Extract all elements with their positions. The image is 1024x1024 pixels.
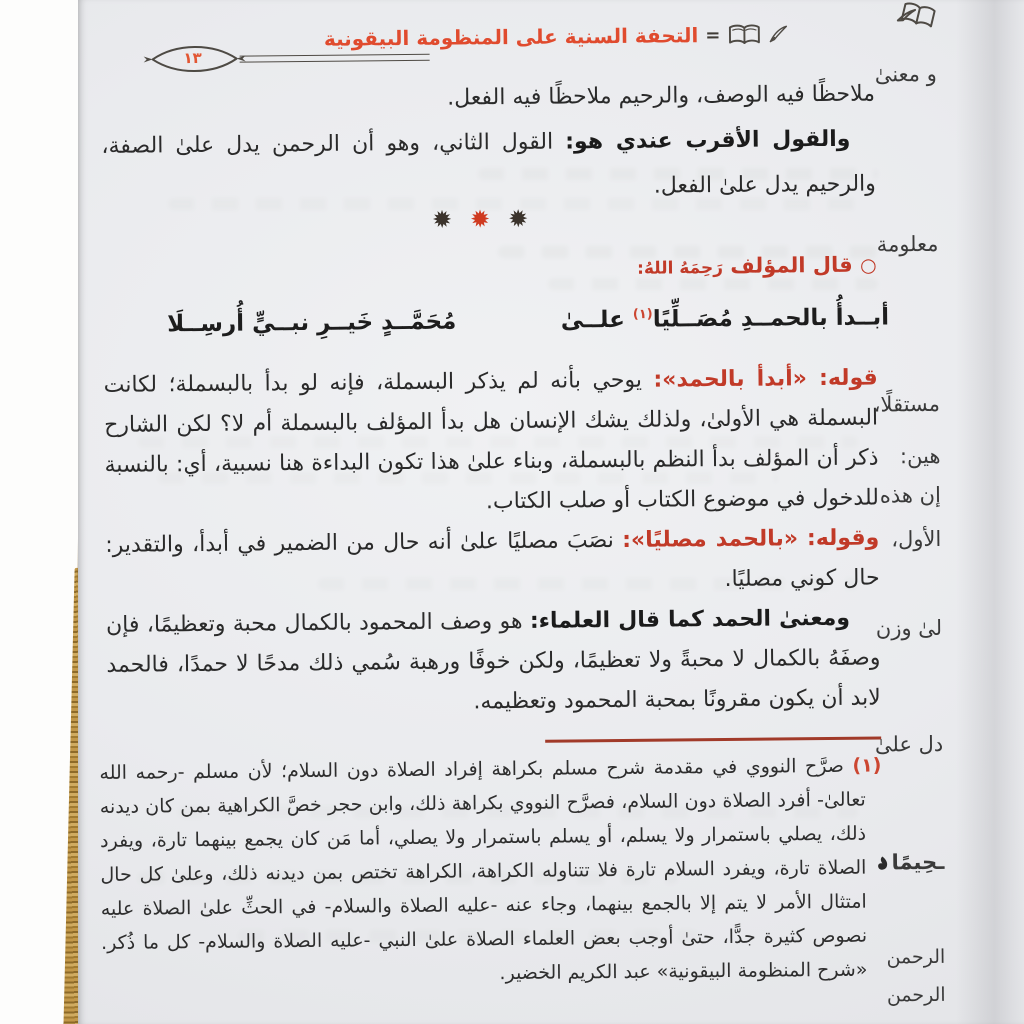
facing-page-fragment: الأول،: [891, 526, 942, 552]
paragraph-text: ملاحظًا فيه الوصف، والرحيم ملاحظًا فيه الفعل.: [447, 81, 876, 111]
commentary-paragraph: [104, 358, 880, 525]
facing-page-book-icon: [896, 0, 941, 32]
footnote-text: صرَّح النووي في مقدمة شرح مسلم بكراهة إفراد الصلاة دون السلام؛ لأن مسلم -رحمه الله تعالىٰ- أفرد الصلاة دون السلام، فصرَّح النووي بكراهة ذلك، وابن حجر خصَّ الكراهية بمن كان ديدنه ذلك، يصلي باستمرار ولا يسلم، أو يسلم باستمرار ولا يصلي، أما مَن كان يجمع بينهما تارة، ويفرد الصلاة تارة، ويفرد السلام تارة فلا تتناوله الكراهة، الكراهة تختص بمن ديدنه ذلك، وعلىٰ كل حال امتثال الأمر لا يتم إلا بالجمع بينهما، وجاء عنه -عليه الصلاة والسلام- في الحثِّ علىٰ الصلاة عليه نصوص كثيرة جدًّا، حتىٰ أوجب بعض العلماء الصلاة علىٰ النبي -عليه الصلاة والسلام- كل ما ذُكر. «شرح المنظومة البيقونية» عبد الكريم الخضير.: [99, 754, 868, 985]
page-header: [324, 22, 789, 50]
header-separator-glyph: =: [705, 24, 721, 46]
hemistich-right-tail: علــىٰ: [560, 306, 626, 334]
open-book-icon: [727, 24, 761, 46]
header-rule: [240, 54, 430, 63]
ornament-star-icon: ✹: [469, 205, 509, 234]
commentary-lead: وقوله: «بالحمد مصليًا»:: [622, 525, 880, 553]
facing-page-fragment: معلومة: [876, 231, 939, 257]
commentary-paragraph: [106, 598, 881, 725]
facing-page-fragment: الرحمن: [886, 945, 946, 969]
footnote-marker: (١): [852, 754, 882, 777]
author-said-line: [637, 252, 877, 278]
facing-page-fragment-text: ـحِيمًا: [891, 849, 945, 875]
paragraph: [101, 117, 876, 214]
facing-page-fragment: دل علىٰ: [874, 731, 944, 757]
hemistich-right-text: أبــدأُ بالحمــدِ مُصَــلِّيًا: [652, 304, 890, 333]
commentary-lead: قوله: «أبدأ بالحمد»:: [653, 365, 878, 393]
paragraph: [101, 72, 875, 124]
honorific-text: رَحِمَهُ اللهُ:: [637, 257, 724, 279]
ornament-star-icon: ✹: [431, 205, 471, 234]
circle-bullet-icon: ○: [859, 254, 877, 277]
facing-page-fragment: [875, 850, 944, 875]
footnote-separator-rule: [545, 736, 881, 742]
paragraph-text: القول الثاني، وهو أن الرحمن يدل علىٰ الصفة، والرحيم يدل علىٰ الفعل.: [101, 129, 876, 199]
facing-page-fragment: و معنىٰ: [874, 61, 937, 87]
hemistich-right: [561, 304, 890, 333]
author-said-text: قال المؤلف: [730, 252, 853, 278]
commentary-paragraph: [105, 518, 880, 605]
commentary-text: يوحي بأنه لم يذكر البسملة، فإنه لو بدأ بالبسملة؛ لكانت البسملة هي الأولىٰ، ولذلك يشك الإنسان هل بدأ المؤلف بالبسملة أم لا؟ لكن الشارح ذكر أن المؤلف بدأ النظم بالبسملة، وبناء علىٰ هذا تكون البداءة هنا نسبية، أي: بالنسبة للدخول في موضوع الكتاب أو صلب الكتاب.: [103, 367, 879, 515]
poem-verse: [167, 304, 889, 337]
facing-page-fragment: مستقلًا،: [873, 391, 941, 417]
footnote: [99, 748, 883, 993]
hemistich-left: مُحَمَّــدٍ خَيــرِ نبــيٍّ أُرسِــلَا: [167, 308, 457, 338]
facing-page-fragment: هين:: [899, 443, 941, 469]
quill-pen-icon: [768, 25, 788, 43]
book-title: التحفة السنية على المنظومة البيقونية: [323, 23, 699, 51]
ornament-star-icon: ✹: [508, 204, 547, 234]
facing-page-fragment: إن هذه: [879, 482, 941, 508]
facing-page-fragment: لىٰ وزن: [875, 615, 943, 641]
verse-end-flourish-icon: [875, 855, 889, 871]
commentary-text: هو وصف المحمود بالكمال محبة وتعظيمًا، فإن وصفَهُ بالكمال لا محبةً ولا تعظيمًا، ولكن خوفًا ورهبة سُمي ذلك مدحًا لا حمدًا، فالحمد لابد أن يكون مقرونًا بمحبة المحمود وتعظيمه.: [105, 608, 881, 715]
footnote-reference: (١): [632, 306, 653, 323]
page-number: ١٣: [183, 48, 202, 68]
commentary-lead: ومعنىٰ الحمد كما قال العلماء:: [529, 605, 851, 634]
paragraph-lead: والقول الأقرب عندي هو:: [565, 126, 851, 155]
commentary-text: نصَبَ مصليًا علىٰ أنه حال من الضمير في أبدأ، والتقدير: حال كوني مصليًا.: [105, 528, 880, 592]
facing-page-fragment: الرحمن: [886, 983, 946, 1007]
